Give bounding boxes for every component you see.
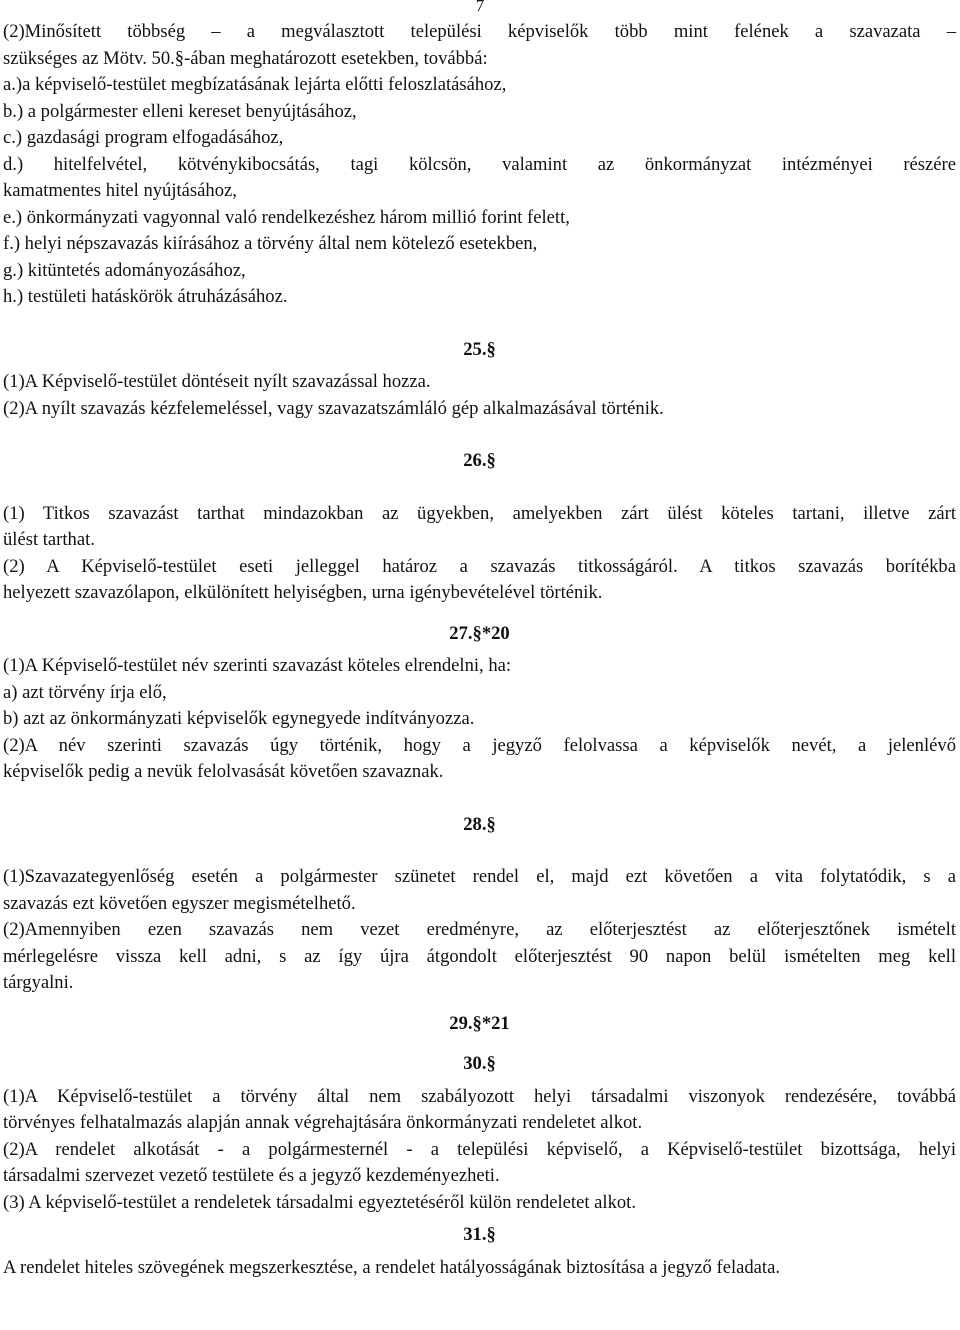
page-number: 7 bbox=[475, 0, 485, 15]
paragraph-line: (1)Szavazategyenlőség esetén a polgármester szünetet rendel el, majd ezt követően a vita folytatódik, s a bbox=[3, 866, 956, 887]
list-item: d.) hitelfelvétel, kötvénykibocsátás, tagi kölcsön, valamint az önkormányzat intézményei részére bbox=[3, 153, 956, 175]
section-27 bbox=[3, 621, 956, 786]
section-29 bbox=[3, 1011, 956, 1038]
paragraph-line: képviselők pedig a nevük felolvasását követően szavaznak. bbox=[3, 761, 444, 782]
paragraph-line: tárgyalni. bbox=[3, 972, 74, 993]
section-heading: 25.§ bbox=[463, 338, 496, 360]
section-31 bbox=[3, 1222, 956, 1281]
paragraph-line: (2)Minősített többség – a megválasztott települési képviselők több mint felének a szavazata – bbox=[3, 21, 956, 42]
section-25 bbox=[3, 337, 956, 423]
section-heading: 28.§ bbox=[463, 813, 496, 835]
paragraph-line: (1)A Képviselő-testület a törvény által nem szabályozott helyi társadalmi viszonyok rendezésére, továbbá bbox=[3, 1085, 956, 1107]
paragraph-line: (1)A Képviselő-testület név szerinti szavazást köteles elrendelni, ha: bbox=[3, 655, 512, 676]
list-item: e.) önkormányzati vagyonnal való rendelkezéshez három millió forint felett, bbox=[3, 206, 570, 228]
section-heading: 26.§ bbox=[463, 450, 496, 471]
paragraph-line: (2)Amennyiben ezen szavazás nem vezet eredményre, az előterjesztést az előterjesztőnek ismételt bbox=[3, 919, 956, 940]
paragraph-line: helyezett szavazólapon, elkülönített helyiségben, urna igénybevételével történik. bbox=[3, 582, 603, 603]
list-item: kamatmentes hitel nyújtásához, bbox=[3, 180, 237, 201]
paragraph-line: (2)A rendelet alkotását - a polgármesternél - a települési képviselő, a Képviselő-testület bizottsága, helyi bbox=[3, 1138, 956, 1160]
paragraph-line: (1)A Képviselő-testület döntéseit nyílt szavazással hozza. bbox=[3, 371, 431, 392]
list-item: g.) kitüntetés adományozásához, bbox=[3, 259, 246, 281]
section-heading: 30.§ bbox=[463, 1053, 496, 1074]
paragraph-line: (3) A képviselő-testület a rendeletek társadalmi egyeztetéséről külön rendeletet alkot. bbox=[3, 1191, 636, 1213]
paragraph-line: (2)A nyílt szavazás kézfelemeléssel, vagy szavazatszámláló gép alkalmazásával történik. bbox=[3, 397, 664, 419]
paragraph-line: (2)A név szerinti szavazás úgy történik, hogy a jegyző felolvassa a képviselők nevét, a jelenlévő bbox=[3, 734, 956, 756]
section-24-continued bbox=[3, 19, 956, 311]
section-heading: 27.§*20 bbox=[449, 622, 510, 644]
paragraph-line: ülést tarthat. bbox=[3, 529, 95, 550]
paragraph-line: mérlegelésre vissza kell adni, s az így újra átgondolt előterjesztést 90 napon belül ismételten meg kell bbox=[3, 945, 956, 967]
paragraph-line: (2) A Képviselő-testület eseti jelleggel határoz a szavazás titkosságáról. A titkos szavazás borítékba bbox=[3, 555, 956, 577]
list-item: b) azt az önkormányzati képviselők egynegyede indítványozza. bbox=[3, 708, 475, 729]
list-item: a) azt törvény írja elő, bbox=[3, 681, 167, 703]
section-30 bbox=[3, 1051, 956, 1216]
section-28 bbox=[3, 812, 956, 997]
list-item: b.) a polgármester elleni kereset benyújtásához, bbox=[3, 100, 357, 122]
list-item: a.)a képviselő-testület megbízatásának lejárta előtti feloszlatásához, bbox=[3, 74, 507, 95]
list-item: h.) testületi hatáskörök átruházásához. bbox=[3, 286, 288, 307]
paragraph-line: szavazás ezt követően egyszer megismételhető. bbox=[3, 892, 356, 914]
paragraph-line: (1) Titkos szavazást tarthat mindazokban az ügyekben, amelyekben zárt ülést köteles tartani, illetve zárt bbox=[3, 502, 956, 524]
paragraph-line: A rendelet hiteles szövegének megszerkesztése, a rendelet hatályosságának biztosítása a jegyző feladata. bbox=[3, 1256, 780, 1278]
section-26 bbox=[3, 448, 956, 607]
paragraph-line: törvényes felhatalmazás alapján annak végrehajtására önkormányzati rendeletet alkot. bbox=[3, 1112, 643, 1133]
paragraph-line: társadalmi szervezet vezető testülete és a jegyző kezdeményezheti. bbox=[3, 1165, 500, 1186]
paragraph-line: szükséges az Mötv. 50.§-ában meghatározott esetekben, továbbá: bbox=[3, 47, 488, 69]
list-item: f.) helyi népszavazás kiírásához a törvény által nem kötelező esetekben, bbox=[3, 233, 538, 254]
list-item: c.) gazdasági program elfogadásához, bbox=[3, 127, 284, 148]
section-heading: 29.§*21 bbox=[449, 1012, 510, 1034]
section-heading: 31.§ bbox=[463, 1224, 496, 1245]
